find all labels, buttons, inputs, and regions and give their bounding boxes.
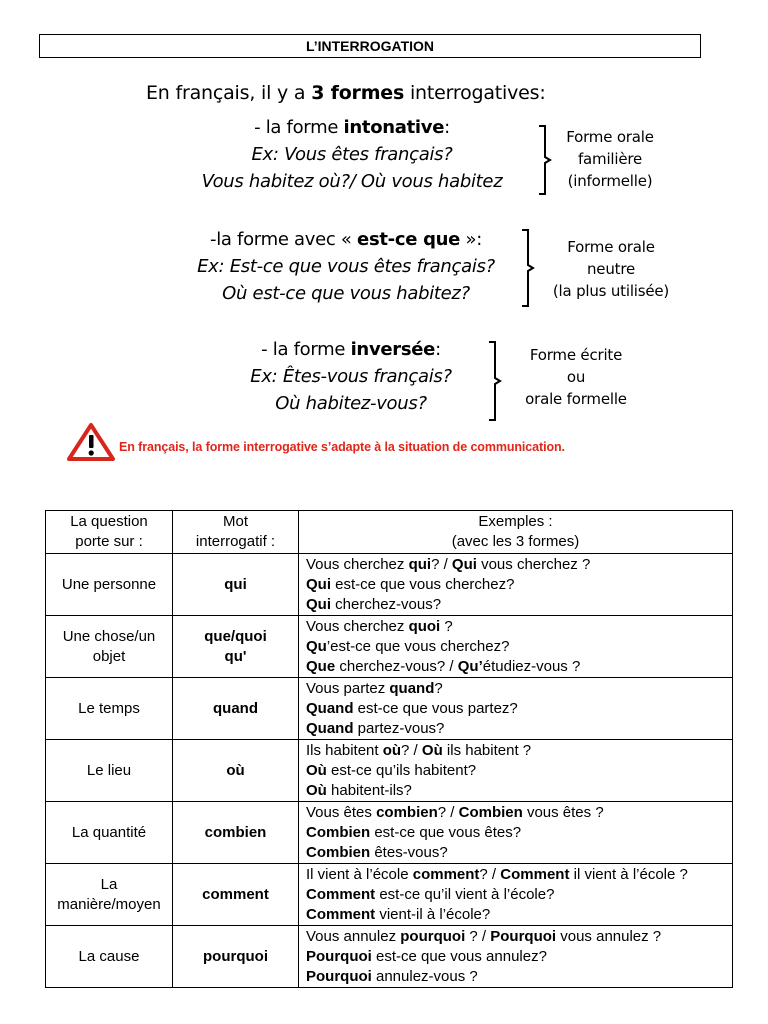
example-sentence: Qui est-ce que vous cherchez?	[306, 575, 515, 593]
form-example: Ex: Est-ce que vous êtes français?	[197, 256, 495, 277]
example-sentence: Qui cherchez-vous?	[306, 595, 442, 613]
form-example: Où est-ce que vous habitez?	[222, 283, 470, 304]
example-sentence: Quand partez-vous?	[306, 719, 445, 737]
table-row	[46, 554, 733, 616]
form-example: Où habitez-vous?	[275, 393, 427, 414]
table-row	[46, 802, 733, 864]
form-register-note: Forme orale neutre (la plus utilisée)	[552, 238, 670, 300]
header-examples: Exemples : (avec les 3 formes)	[299, 511, 733, 554]
form-register-note: Forme écrite ou orale formelle	[525, 346, 627, 408]
topic-cell: Une chose/un objet	[46, 616, 173, 678]
table-row	[46, 740, 733, 802]
intro-after: interrogatives:	[404, 82, 546, 104]
example-sentence: Que cherchez-vous? / Qu’étudiez-vous ?	[306, 657, 581, 675]
form-register-note: Forme orale familière (informelle)	[566, 128, 654, 190]
interrogative-word-cell: comment	[173, 864, 299, 926]
warning-note	[66, 422, 726, 462]
header-topic: La question porte sur :	[46, 511, 173, 554]
example-sentence: Où est-ce qu’ils habitent?	[306, 761, 477, 779]
example-sentence: Comment est-ce qu’il vient à l’école?	[306, 885, 555, 903]
form-heading: - la forme intonative:	[254, 117, 450, 138]
example-sentence: Vous cherchez qui? / Qui vous cherchez ?	[306, 555, 591, 573]
examples-cell	[299, 616, 733, 678]
form-heading: -la forme avec « est-ce que »:	[210, 229, 482, 250]
example-sentence: Il vient à l’école comment? / Comment il vient à l’école ?	[306, 865, 688, 883]
interrogative-word-cell: qui	[173, 554, 299, 616]
table-header-row	[46, 511, 733, 554]
intro-sentence	[146, 82, 546, 104]
example-sentence: Combien êtes-vous?	[306, 843, 448, 861]
example-sentence: Vous êtes combien? / Combien vous êtes ?	[306, 803, 604, 821]
form-est-ce-que	[156, 226, 536, 307]
example-sentence: Quand est-ce que vous partez?	[306, 699, 518, 717]
forms-overview	[56, 78, 696, 428]
example-sentence: Où habitent-ils?	[306, 781, 412, 799]
topic-cell: La quantité	[46, 802, 173, 864]
table-row	[46, 926, 733, 988]
interrogative-words-table	[45, 510, 733, 988]
example-sentence: Pourquoi annulez-vous ?	[306, 967, 478, 985]
topic-cell: Le temps	[46, 678, 173, 740]
form-example: Ex: Vous êtes français?	[251, 144, 453, 165]
intro-bold: 3 formes	[311, 82, 405, 104]
warning-text: En français, la forme interrogative s’adapte à la situation de communication.	[119, 440, 565, 454]
table-row	[46, 616, 733, 678]
interrogative-word-cell: combien	[173, 802, 299, 864]
interrogative-word-cell: que/quoi qu'	[173, 616, 299, 678]
header-word: Mot interrogatif :	[173, 511, 299, 554]
interrogative-word-cell: pourquoi	[173, 926, 299, 988]
example-sentence: Vous annulez pourquoi ? / Pourquoi vous annulez ?	[306, 927, 662, 945]
examples-cell	[299, 554, 733, 616]
examples-cell	[299, 740, 733, 802]
example-sentence: Pourquoi est-ce que vous annulez?	[306, 947, 547, 965]
topic-cell: La manière/moyen	[46, 864, 173, 926]
example-sentence: Qu’est-ce que vous cherchez?	[306, 637, 510, 655]
bracket-icon	[519, 228, 535, 308]
form-example: Ex: Êtes-vous français?	[250, 366, 452, 387]
topic-cell: Une personne	[46, 554, 173, 616]
interrogative-word-cell: où	[173, 740, 299, 802]
table-row	[46, 678, 733, 740]
example-sentence: Ils habitent où? / Où ils habitent ?	[306, 741, 532, 759]
table-row	[46, 864, 733, 926]
example-sentence: Vous partez quand?	[306, 679, 443, 697]
warning-triangle-icon	[66, 422, 116, 462]
example-sentence: Combien est-ce que vous êtes?	[306, 823, 522, 841]
form-example: Vous habitez où?/ Où vous habitez	[201, 171, 503, 192]
topic-cell: Le lieu	[46, 740, 173, 802]
form-inversee	[216, 336, 486, 417]
topic-cell: La cause	[46, 926, 173, 988]
examples-cell	[299, 926, 733, 988]
example-sentence: Vous cherchez quoi ?	[306, 617, 453, 635]
examples-cell	[299, 802, 733, 864]
bracket-icon	[486, 340, 502, 422]
examples-cell	[299, 864, 733, 926]
example-sentence: Comment vient-il à l’école?	[306, 905, 491, 923]
interrogative-word-cell: quand	[173, 678, 299, 740]
form-intonative	[166, 114, 538, 195]
intro-before: En français, il y a	[146, 82, 312, 104]
page-title: L’INTERROGATION	[39, 34, 701, 58]
examples-cell	[299, 678, 733, 740]
form-heading: - la forme inversée:	[261, 339, 441, 360]
